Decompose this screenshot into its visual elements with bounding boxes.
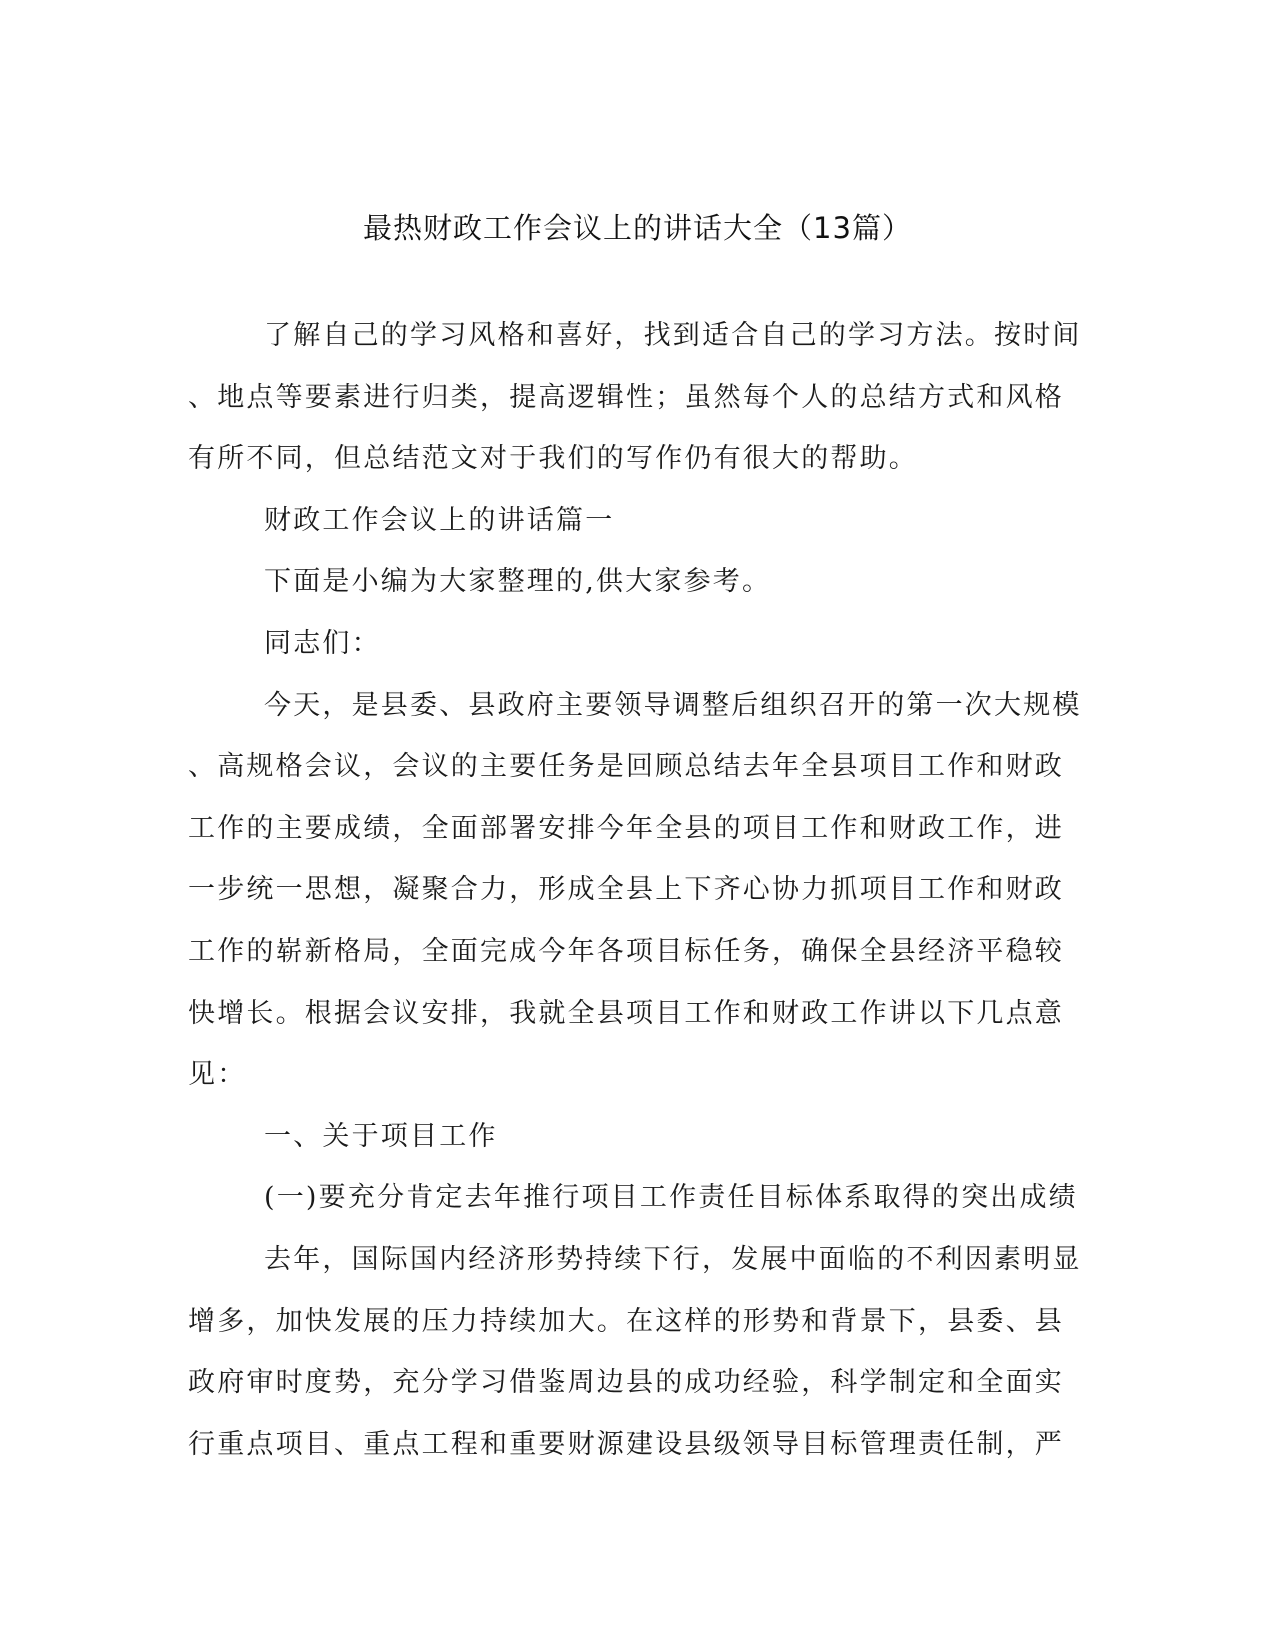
subsection-heading: (一)要充分肯定去年推行项目工作责任目标体系取得的突出成绩 xyxy=(264,1182,1078,1214)
body-line: 政府审时度势，充分学习借鉴周边县的成功经验，科学制定和全面实 xyxy=(188,1367,1064,1399)
body-line: 见： xyxy=(188,1059,247,1091)
body-line: 快增长。根据会议安排，我就全县项目工作和财政工作讲以下几点意 xyxy=(188,997,1064,1029)
body-line: 了解自己的学习风格和喜好，找到适合自己的学习方法。按时间 xyxy=(264,320,1082,351)
body-line: 、地点等要素进行归类，提高逻辑性；虽然每个人的总结方式和风格 xyxy=(188,381,1064,413)
document-body xyxy=(188,305,1082,1475)
body-line: 工作的崭新格局，全面完成今年各项目标任务，确保全县经济平稳较 xyxy=(188,935,1064,967)
body-line: 下面是小编为大家整理的,供大家参考。 xyxy=(264,566,772,598)
body-line: 有所不同，但总结范文对于我们的写作仍有很大的帮助。 xyxy=(188,443,918,475)
body-line: 一步统一思想，凝聚合力，形成全县上下齐心协力抓项目工作和财政 xyxy=(188,874,1064,906)
body-line: 、高规格会议，会议的主要任务是回顾总结去年全县项目工作和财政 xyxy=(188,751,1064,783)
body-line: 去年，国际国内经济形势持续下行，发展中面临的不利因素明显 xyxy=(264,1243,1082,1275)
body-line: 今天，是县委、县政府主要领导调整后组织召开的第一次大规模 xyxy=(264,689,1082,721)
section-heading: 财政工作会议上的讲话篇一 xyxy=(264,504,615,536)
section-heading: 一、关于项目工作 xyxy=(264,1120,498,1152)
body-line: 工作的主要成绩，全面部署安排今年全县的项目工作和财政工作，进 xyxy=(188,812,1064,844)
salutation: 同志们： xyxy=(264,627,381,659)
body-line: 行重点项目、重点工程和重要财源建设县级领导目标管理责任制，严 xyxy=(188,1428,1064,1460)
document-title: 最热财政工作会议上的讲话大全（13篇） xyxy=(363,211,912,245)
body-line: 增多，加快发展的压力持续加大。在这样的形势和背景下，县委、县 xyxy=(188,1305,1064,1337)
